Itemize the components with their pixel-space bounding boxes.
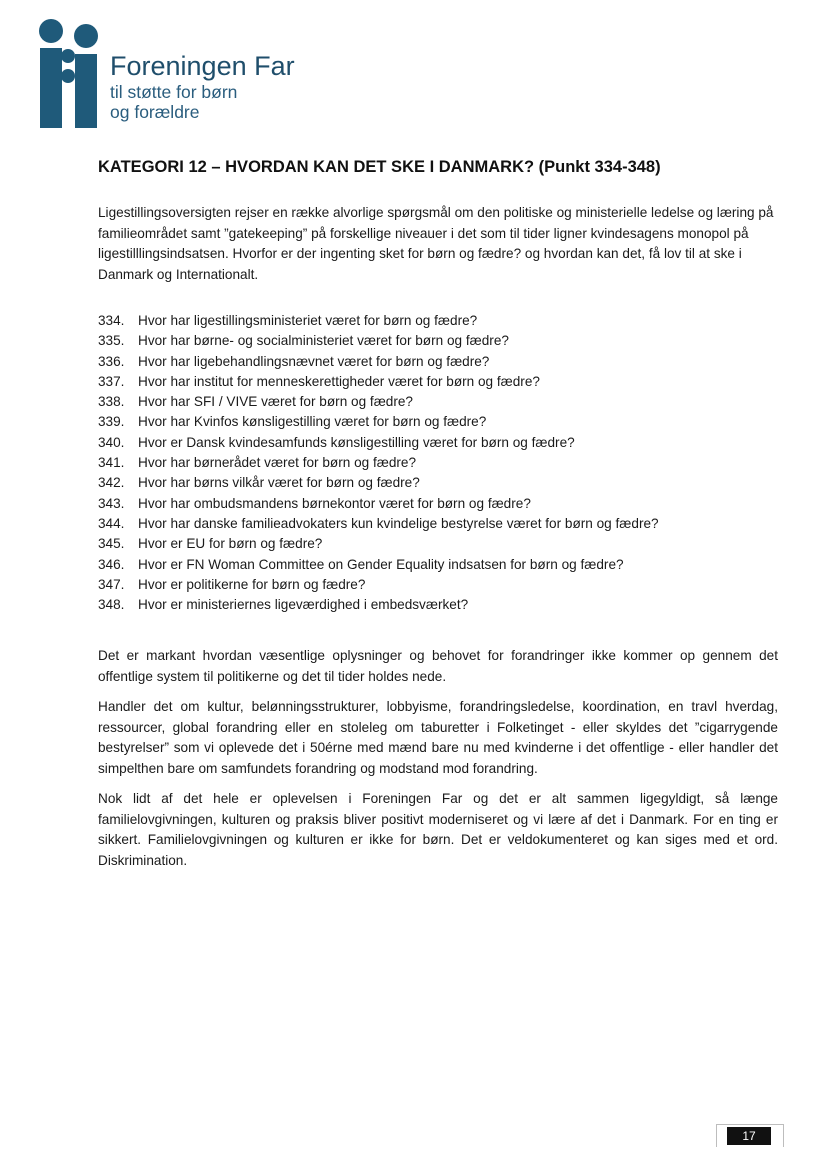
org-tagline-line2: og forældre xyxy=(110,102,200,122)
item-text: Hvor har SFI / VIVE været for børn og fædre? xyxy=(138,394,413,410)
list-item xyxy=(98,331,788,351)
item-text: Hvor har Kvinfos kønsligestilling været for børn og fædre? xyxy=(138,414,487,430)
list-item xyxy=(98,433,788,453)
item-number: 341. xyxy=(98,455,125,471)
list-item xyxy=(98,372,788,392)
list-item xyxy=(98,352,788,372)
question-list xyxy=(98,311,788,615)
item-text: Hvor har institut for menneskerettigheder været for børn og fædre? xyxy=(138,373,540,389)
list-item xyxy=(98,494,788,514)
item-text: Hvor har børnerådet været for børn og fædre? xyxy=(138,455,417,471)
list-item xyxy=(98,575,788,595)
page-number: 17 xyxy=(727,1127,771,1145)
item-number: 348. xyxy=(98,597,125,613)
item-number: 344. xyxy=(98,515,125,531)
body-paragraph: Nok lidt af det hele er oplevelsen i Foreningen Far og det er alt sammen ligegyldigt, så længe familielovgivningen, kulturen og praksis bliver positivt moderniseret og vi lære af det i Danmark. For en ting er sikkert. Familielovgivningen og kulturen er ikke for børn. Det er veldokumenteret og kan siges med et ord. Diskrimination. xyxy=(98,791,778,868)
item-number: 338. xyxy=(98,394,125,410)
intro-paragraph: Ligestillingsoversigten rejser en række alvorlige spørgsmål om den politiske og ministerielle ledelse og læring på familieområdet samt ”gatekeeping” på forskellige niveauer i det som til tider ligner kvindesagens monopol på ligestilllingsindsatsen. Hvorfor er der ingenting sket for børn og fædre? og hvordan kan det, få lov til at ske i Danmark og Internationalt. xyxy=(98,205,774,282)
item-number: 345. xyxy=(98,536,125,552)
item-number: 342. xyxy=(98,475,125,491)
item-text: Hvor har ombudsmandens børnekontor været for børn og fædre? xyxy=(138,495,531,511)
item-number: 339. xyxy=(98,414,125,430)
list-item xyxy=(98,311,788,331)
item-text: Hvor har børns vilkår været for børn og fædre? xyxy=(138,475,420,491)
item-number: 336. xyxy=(98,353,125,369)
logo-text xyxy=(110,50,295,122)
item-text: Hvor har ligebehandlingsnævnet været for børn og fædre? xyxy=(138,353,490,369)
item-text: Hvor er EU for børn og fædre? xyxy=(138,536,323,552)
list-item xyxy=(98,514,788,534)
item-text: Hvor har danske familieadvokaters kun kvindelige bestyrelse været for børn og fædre? xyxy=(138,515,659,531)
list-item xyxy=(98,534,788,554)
list-item xyxy=(98,473,788,493)
item-number: 343. xyxy=(98,495,125,511)
logo xyxy=(36,16,336,128)
body-paragraph: Handler det om kultur, belønningsstrukturer, lobbyisme, forandringsledelse, koordination, en travl hverdag, ressourcer, global forandring eller en stoleleg om taburetter i Folketinget - eller skyldes det ”cigarrygende bestyrelser” som vi oplevede det i 50érne med mænd bare nu med kvinderne i det offentlige - eller handler det simpelthen bare om samfundets forandring og modstand mod forandring. xyxy=(98,699,778,776)
item-number: 334. xyxy=(98,313,125,328)
list-item xyxy=(98,392,788,412)
org-tagline-line1: til støtte for børn xyxy=(110,82,238,102)
item-text: Hvor har børne- og socialministeriet været for børn og fædre? xyxy=(138,333,509,349)
item-text: Hvor er Dansk kvindesamfunds kønsligestilling været for børn og fædre? xyxy=(138,434,575,450)
item-text: Hvor er politikerne for børn og fædre? xyxy=(138,576,366,592)
list-item xyxy=(98,595,788,615)
item-text: Hvor er ministeriernes ligeværdighed i embedsværket? xyxy=(138,597,469,613)
item-number: 335. xyxy=(98,333,125,349)
body-paragraph: Det er markant hvordan væsentlige oplysninger og behovet for forandringer ikke kommer op gennem det offentlige system til politikerne og det til tider holdes nede. xyxy=(98,648,778,684)
item-text: Hvor er FN Woman Committee on Gender Equality indsatsen for børn og fædre? xyxy=(138,556,624,572)
item-text: Hvor har ligestillingsministeriet været for børn og fædre? xyxy=(138,313,478,328)
item-number: 346. xyxy=(98,556,125,572)
list-item xyxy=(98,555,788,575)
list-item xyxy=(98,453,788,473)
item-number: 340. xyxy=(98,434,125,450)
logo-mark-icon xyxy=(36,16,102,128)
item-number: 347. xyxy=(98,576,125,592)
item-number: 337. xyxy=(98,373,125,389)
section-title: KATEGORI 12 – HVORDAN KAN DET SKE I DANMARK? (Punkt 334-348) xyxy=(98,158,661,176)
list-item xyxy=(98,412,788,432)
org-name: Foreningen Far xyxy=(110,51,295,81)
